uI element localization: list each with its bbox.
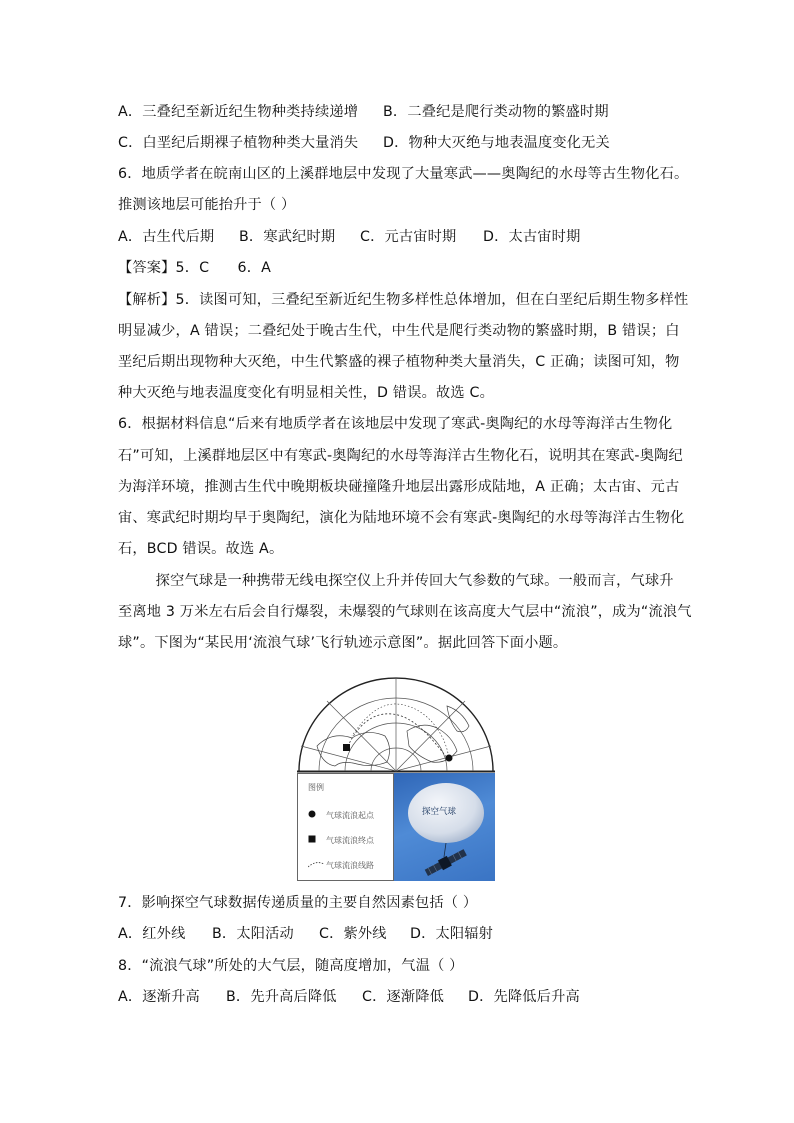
analysis5-line: 明显减少，A 错误；二叠纪处于晚古生代，中生代是爬行类动物的繁盛时期，B 错误；白 xyxy=(118,323,680,339)
answer-line: 【答案】5．C 6．A xyxy=(118,260,272,276)
q8-option-d: D．先降低后升高 xyxy=(468,989,580,1005)
analysis6-line: 宙、寒武纪时期均早于奥陶纪，演化为陆地环境不会有寒武-奥陶纪的水母等海洋古生物化 xyxy=(118,510,685,526)
q7-option-a: A．红外线 xyxy=(118,926,186,942)
q5-option-a: A．三叠纪至新近纪生物种类持续递增 xyxy=(118,104,359,120)
legend-start xyxy=(308,810,374,821)
photo-label: 探空气球 xyxy=(422,807,457,817)
analysis5-line: 垩纪后期出现物种大灭绝，中生代繁盛的裸子植物种类大量消失，C 正确；读图可知，物 xyxy=(118,354,680,370)
square-icon xyxy=(308,835,326,845)
legend-start-label: 气球流浪起点 xyxy=(326,811,374,820)
balloon-photo xyxy=(394,773,495,881)
q6-option-c: C．元古宙时期 xyxy=(360,229,457,245)
passage-line: 探空气球是一种携带无线电探空仪上升并传回大气参数的气球。一般而言，气球升 xyxy=(118,573,674,589)
polar-map xyxy=(297,676,495,774)
q7-option-d: D．太阳辐射 xyxy=(410,926,494,942)
legend-route-label: 气球流浪线路 xyxy=(326,861,374,870)
circle-icon xyxy=(308,810,326,820)
balloon-image xyxy=(394,773,495,881)
q5-option-c: C．白垩纪后期裸子植物种类大量消失 xyxy=(118,135,359,151)
passage-line: 至离地 3 万米左右后会自行爆裂，未爆裂的气球则在该高度大气层中“流浪”，成为“流浪气 xyxy=(118,604,692,620)
q8-option-c: C．逐渐降低 xyxy=(362,989,445,1005)
dotted-line-icon xyxy=(308,860,326,870)
q8-option-b: B．先升高后降低 xyxy=(226,989,337,1005)
q7-stem: 7．影响探空气球数据传递质量的主要自然因素包括（ ） xyxy=(118,895,478,911)
balloon-trajectory-figure xyxy=(297,676,495,881)
legend-route xyxy=(308,860,374,871)
analysis6-line: 石”可知，上溪群地层区中有寒武-奥陶纪的水母等海洋古生物化石，说明其在寒武-奥陶纪 xyxy=(118,448,683,464)
analysis6-line: 为海洋环境，推测古生代中晚期板块碰撞隆升地层出露形成陆地，A 正确；太古宙、元古 xyxy=(118,479,680,495)
legend-end-label: 气球流浪终点 xyxy=(326,836,374,845)
q5-option-b: B．二叠纪是爬行类动物的繁盛时期 xyxy=(383,104,609,120)
legend xyxy=(297,773,394,881)
q6-option-b: B．寒武纪时期 xyxy=(239,229,336,245)
q5-option-d: D．物种大灭绝与地表温度变化无关 xyxy=(383,135,610,151)
analysis5-line: 种大灭绝与地表温度变化有明显相关性，D 错误。故选 C。 xyxy=(118,385,494,401)
analysis6-line: 6．根据材料信息“后来有地质学者在该地层中发现了寒武-奥陶纪的水母等海洋古生物化 xyxy=(118,416,673,432)
q6-stem-line1: 6．地质学者在皖南山区的上溪群地层中发现了大量寒武——奥陶纪的水母等古生物化石。 xyxy=(118,166,689,182)
q7-option-c: C．紫外线 xyxy=(319,926,387,942)
q7-option-b: B．太阳活动 xyxy=(212,926,294,942)
q6-option-d: D．太古宙时期 xyxy=(483,229,581,245)
q6-stem-line2: 推测该地层可能抬升于（ ） xyxy=(118,197,296,213)
analysis6-line: 石，BCD 错误。故选 A。 xyxy=(118,541,284,557)
passage-line: 球”。下图为“某民用‘流浪气球’飞行轨迹示意图”。据此回答下面小题。 xyxy=(118,635,568,651)
analysis5-line: 【解析】5．读图可知，三叠纪至新近纪生物多样性总体增加，但在白垩纪后期生物多样性 xyxy=(118,292,689,308)
q6-option-a: A．古生代后期 xyxy=(118,229,215,245)
legend-title: 图例 xyxy=(308,783,324,792)
q8-stem: 8．“流浪气球”所处的大气层，随高度增加，气温（ ） xyxy=(118,958,464,974)
legend-end xyxy=(308,835,374,846)
q8-option-a: A．逐渐升高 xyxy=(118,989,200,1005)
